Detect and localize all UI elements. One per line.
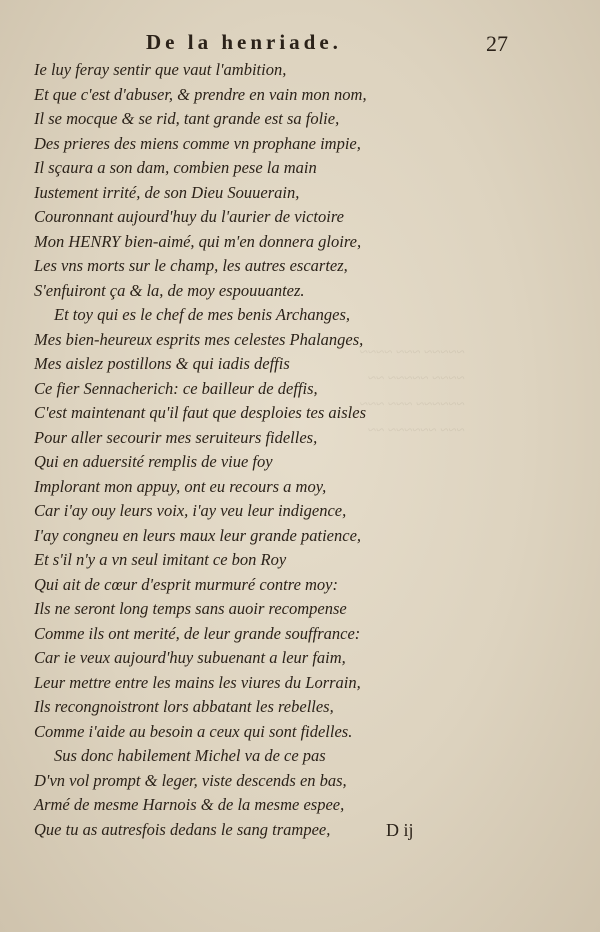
verse-line: Qui en aduersité remplis de viue foy	[34, 452, 273, 471]
verse-line: Implorant mon appuy, ont eu recours a moy,	[34, 476, 327, 496]
verse-line: Sus donc habilement Michel va de ce pas	[54, 746, 326, 765]
verse-line: I'ay congneu en leurs maux leur grande patience,	[34, 525, 362, 545]
verse-line: D'vn vol prompt & leger, viste descends en bas,	[34, 770, 347, 790]
verse-line: Qui ait de cœur d'esprit murmuré contre moy:	[34, 574, 339, 594]
verse-line: Et que c'est d'abuser, & prendre en vain mon nom,	[34, 84, 367, 104]
verse-block	[0, 58, 600, 842]
verse-line: Ils ne seront long temps sans auoir recompense	[34, 599, 347, 618]
verse-line: Il se mocque & se rid, tant grande est sa folie,	[34, 109, 340, 128]
verse-line: Et s'il n'y a vn seul imitant ce bon Roy	[34, 550, 287, 569]
verse-line: Il sçaura a son dam, combien pese la main	[34, 158, 317, 177]
verse-line: Les vns morts sur le champ, les autres escartez,	[34, 256, 348, 275]
page-header	[0, 30, 600, 56]
verse-line: Ie luy feray sentir que vaut l'ambition,	[34, 60, 287, 79]
verse-line: S'enfuiront ça & la, de moy espouuantez.	[34, 280, 305, 300]
verse-line: Leur mettre entre les mains les viures du Lorrain,	[34, 672, 361, 692]
verse-line: C'est maintenant qu'il faut que desploies tes aisles	[34, 403, 366, 422]
verse-line: Couronnant aujourd'huy du l'aurier de victoire	[34, 207, 344, 226]
verse-line: Pour aller secourir mes seruiteurs fidelles,	[34, 427, 318, 447]
signature-mark: D ij	[386, 820, 414, 840]
page-number: 27	[486, 31, 508, 56]
verse-line: Iustement irrité, de son Dieu Souuerain,	[34, 182, 300, 202]
verse-line: Comme ils ont merité, de leur grande souffrance:	[34, 623, 361, 643]
verse-line: Mes bien-heureux esprits mes celestes Phalanges,	[34, 329, 364, 349]
verse-line: Des prieres des miens comme vn prophane impie,	[34, 133, 361, 153]
verse-line: Ils recongnoistront lors abbatant les rebelles,	[34, 697, 334, 716]
verse-line: Que tu as autresfois dedans le sang trampee,	[34, 819, 331, 839]
verse-line: Comme i'aide au besoin a ceux qui sont fidelles.	[34, 721, 353, 741]
running-head: De la henriade.	[146, 30, 342, 54]
verse-line: Car i'ay ouy leurs voix, i'ay veu leur indigence,	[34, 501, 347, 520]
verse-line: Car ie veux aujourd'huy subuenant a leur faim,	[34, 648, 346, 667]
verse-line: Mes aislez postillons & qui iadis deffis	[34, 354, 290, 373]
show-through-text: ~~~~~ ~~~ ~~~~ ~~~~ ~~~~~ ~~ ~~~~~~ ~~~ ~~~ ~~~ ~~~~~~ ~~	[360, 345, 465, 439]
verse-line: Et toy qui es le chef de mes benis Archanges,	[54, 305, 351, 324]
verse-line: Armé de mesme Harnois & de la mesme espee,	[34, 795, 345, 814]
verse-line: Mon HENRY bien-aimé, qui m'en donnera gloire,	[34, 231, 362, 251]
verse-line: Ce fier Sennacherich: ce bailleur de deffis,	[34, 378, 318, 398]
